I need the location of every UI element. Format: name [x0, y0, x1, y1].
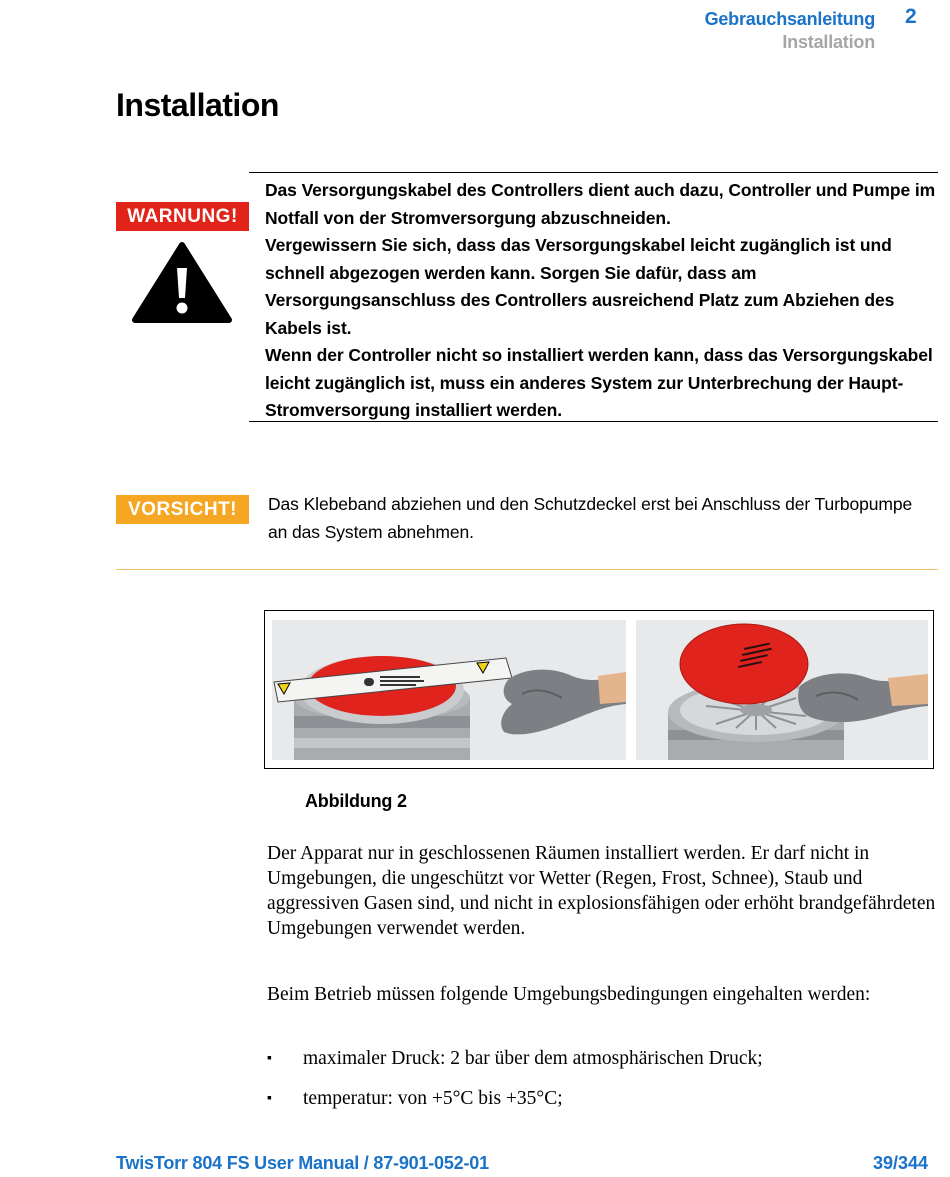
header-chapter-number: 2: [905, 5, 917, 28]
figure-peel-tape-image: [272, 620, 626, 760]
warning-paragraph: Wenn der Controller nicht so installiert werden kann, dass das Versorgungskabel leicht zugänglich ist, muss ein anderes System zur Unterbrechung der Haupt-Stromversorgung installiert werden.: [265, 345, 933, 420]
list-item-text: maximaler Druck: 2 bar über dem atmosphärischen Druck;: [303, 1048, 763, 1069]
figure-remove-cover-image: [636, 620, 928, 760]
header-section-title: Installation: [782, 32, 875, 52]
caution-text: Das Klebeband abziehen und den Schutzdeckel erst bei Anschluss der Turbopumpe an das System abnehmen.: [268, 494, 913, 542]
caution-bottom-rule: [116, 569, 938, 570]
bullet-icon: ▪: [267, 1091, 272, 1106]
warning-bottom-rule: [249, 421, 938, 422]
warning-paragraph: Das Versorgungskabel des Controllers dient auch dazu, Controller und Pumpe im Notfall von der Stromversorgung abzuschneiden.: [265, 180, 936, 228]
warning-paragraph: Vergewissern Sie sich, dass das Versorgungskabel leicht zugänglich ist und schnell abgezogen werden kann. Sorgen Sie dafür, dass am Versorgungsanschluss des Controllers ausreichend Platz zum Abziehen des Kabels ist.: [265, 235, 895, 338]
figure-caption: Abbildung 2: [305, 791, 407, 811]
warning-top-rule: [249, 172, 938, 173]
body-paragraph: Beim Betrieb müssen folgende Umgebungsbedingungen eingehalten werden:: [267, 984, 871, 1005]
warning-badge: WARNUNG!: [116, 202, 249, 231]
header-chapter-title: Gebrauchsanleitung: [704, 9, 875, 29]
figure-frame: [264, 610, 934, 769]
warning-text: [265, 177, 937, 425]
body-paragraph: Der Apparat nur in geschlossenen Räumen installiert werden. Er darf nicht in Umgebungen, die ungeschützt vor Wetter (Regen, Frost, Schnee), Staub und aggressiven Gasen sind, und nicht in explosionsfähigen oder erhöht brandgefährdeten Umgebungen verwendet werden.: [267, 843, 936, 939]
warning-triangle-icon: [131, 241, 233, 324]
footer-manual-title: TwisTorr 804 FS User Manual / 87-901-052-01: [116, 1153, 489, 1173]
bullet-icon: ▪: [267, 1051, 272, 1066]
footer-page-number: 39/344: [872, 1153, 928, 1173]
list-item-text: temperatur: von +5°C bis +35°C;: [303, 1088, 563, 1109]
page-title: Installation: [116, 87, 279, 123]
caution-badge: VORSICHT!: [116, 495, 249, 524]
